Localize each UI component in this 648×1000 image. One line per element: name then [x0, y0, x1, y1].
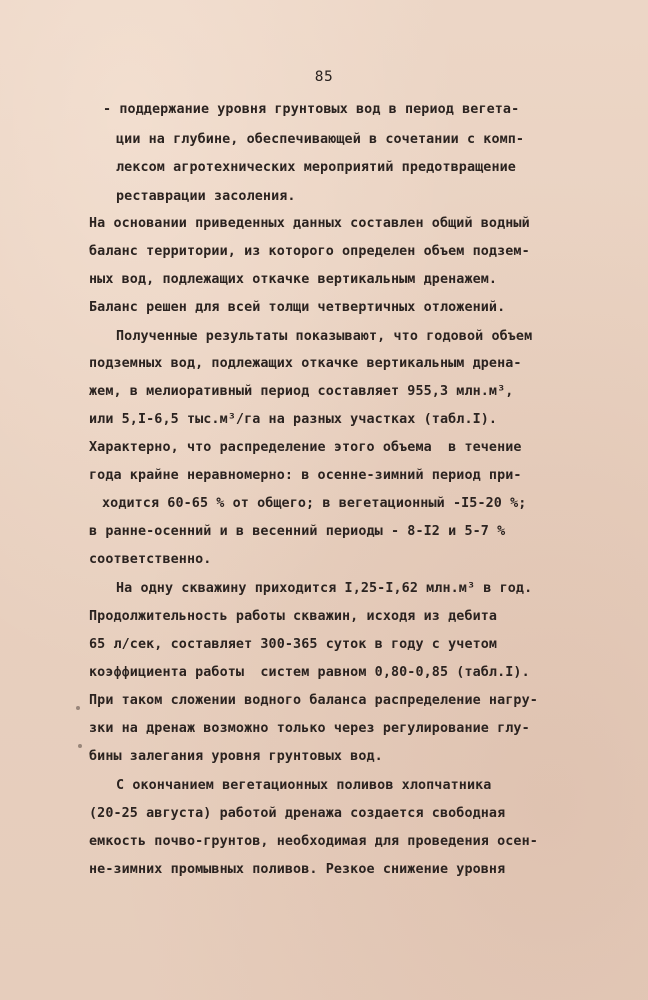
text-line: подземных вод, подлежащих откачке вертикальным дрена- [89, 356, 522, 371]
text-line: ции на глубине, обеспечивающей в сочетании с комп- [116, 132, 525, 147]
page-number: 85 [314, 69, 334, 85]
text-line: Продолжительность работы скважин, исходя из дебита [89, 609, 498, 624]
text-line: Баланс решен для всей толщи четвертичных отложений. [89, 300, 506, 315]
text-line: реставрации засоления. [116, 189, 296, 204]
text-line: не-зимних промывных поливов. Резкое снижение уровня [89, 862, 506, 877]
text-line: С окончанием вегетационных поливов хлопчатника [116, 778, 492, 793]
text-line: жем, в мелиоративный период составляет 955,3 млн.м³, [89, 384, 514, 399]
text-line: баланс территории, из которого определен объем подзем- [89, 244, 530, 259]
text-line: (20-25 августа) работой дренажа создается свободная [89, 806, 506, 821]
text-line: лексом агротехнических мероприятий предотвращение [116, 160, 516, 175]
text-line: бины залегания уровня грунтовых вод. [89, 749, 383, 764]
ink-mark [78, 744, 82, 748]
text-line: зки на дренаж возможно только через регулирование глу- [89, 721, 530, 736]
text-line: в ранне-осенний и в весенний периоды - 8-I2 и 5-7 % [89, 524, 506, 539]
text-line: - поддержание уровня грунтовых вод в период вегета- [103, 102, 520, 117]
text-line: соответственно. [89, 552, 212, 567]
text-line: 65 л/сек, составляет 300-365 суток в году с учетом [89, 637, 498, 652]
text-line: Полученные результаты показывают, что годовой объем [116, 329, 533, 344]
ink-mark [76, 706, 80, 710]
text-line: На одну скважину приходится I,25-I,62 млн.м³ в год. [116, 581, 533, 596]
text-line: ных вод, подлежащих откачке вертикальным дренажем. [89, 272, 498, 287]
text-line: года крайне неравномерно: в осенне-зимний период при- [89, 468, 522, 483]
text-line: или 5,I-6,5 тыс.м³/га на разных участках (табл.I). [89, 412, 498, 427]
text-line: При таком сложении водного баланса распределение нагру- [89, 693, 538, 708]
text-line: Характерно, что распределение этого объема в течение [89, 440, 522, 455]
text-line: ходится 60-65 % от общего; в вегетационный -I5-20 %; [102, 496, 527, 511]
text-line: На основании приведенных данных составлен общий водный [89, 216, 530, 231]
text-line: емкость почво-грунтов, необходимая для проведения осен- [89, 834, 538, 849]
text-line: коэффициента работы систем равном 0,80-0,85 (табл.I). [89, 665, 530, 680]
